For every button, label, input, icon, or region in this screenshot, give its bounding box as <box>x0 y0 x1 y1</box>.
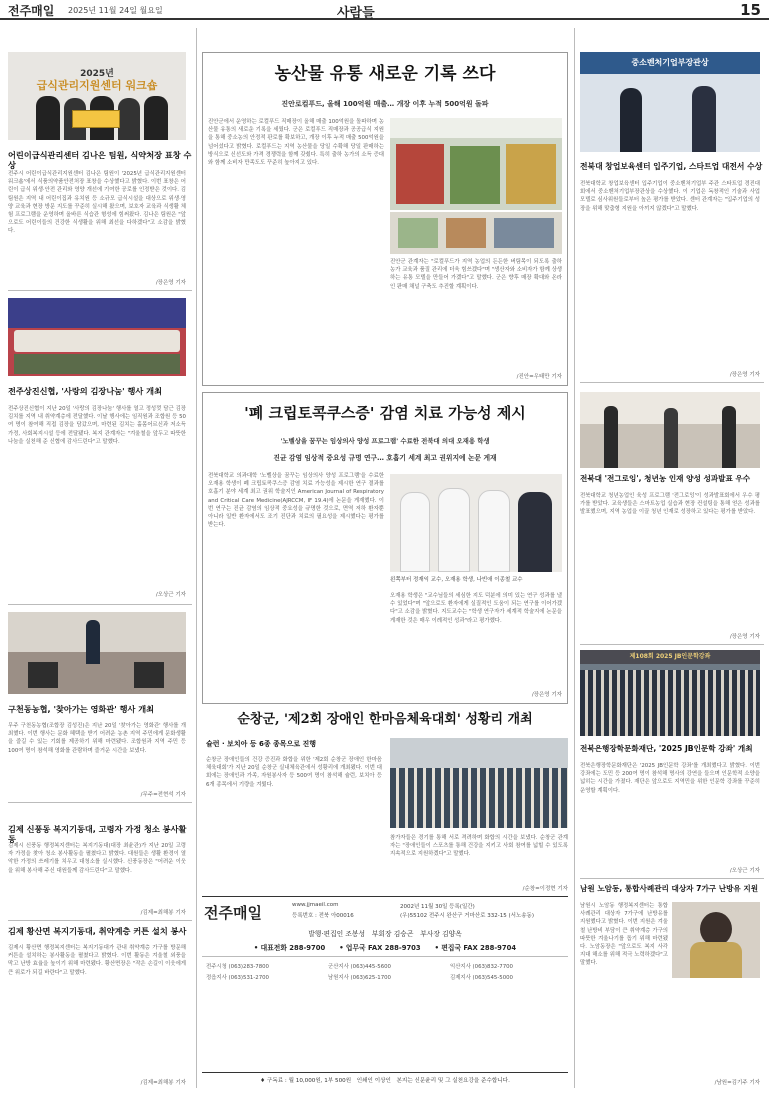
bureau-item: 정읍지사 (063)531-2700 <box>206 975 269 981</box>
article-subtitle: 진균 감염 임상적 중요성 규명 연구… 호흡기 세계 최고 권위지에 논문 게재 <box>273 454 497 462</box>
article-photo: 중소벤처기업부장관상 <box>580 52 760 152</box>
article-photo: 2025년 급식관리지원센터 워크숍 <box>8 52 186 140</box>
column-rule <box>574 28 575 1088</box>
article-body: 전북대학교 창업보육센터 입주기업이 중소벤처기업부 주관 스타트업 경진대회에서 중소벤처기업부장관상을 수상했다. 이 기업은 독창적인 기술과 사업 모델로 심사위원들로부터 높은 평가를 받았다. 센터 관계자는 "입주기업의 성장을 위해 맞춤형 지원을 아끼지 않겠다"고 말했다. <box>580 181 760 212</box>
article-headline: 어린이급식관리센터 김나은 팀원, 식약처장 표창 수상 <box>8 150 192 171</box>
divider <box>8 604 192 605</box>
masthead-logo: 전주매일 <box>204 904 262 922</box>
issue-date: 2025년 11월 24일 월요일 <box>68 6 163 15</box>
article-byline: /오상근 기자 <box>729 868 760 874</box>
bureau-item: 김제지사 (063)545-5000 <box>450 975 513 981</box>
article-body: 남원시 노암동 행정복지센터는 통합사례관리 대상자 7가구에 난방유를 지원했다고 밝혔다. 이번 지원은 겨울철 난방비 부담이 큰 취약계층 가구의 따뜻한 겨울나기를 돕기 위해 마련됐다. 노암동장은 "앞으로도 복지 사각지대 해소를 위해 적극 노력하겠다"고 말했다. <box>580 903 668 967</box>
article-headline: 순창군, '제2회 장애인 한마음체육대회' 성황리 개최 <box>237 712 533 727</box>
article-photo <box>8 298 186 376</box>
article-subtitle: '노벨상을 꿈꾸는 임상의사 양성 프로그램' 수료한 전북대 의대 오재용 학생 <box>280 437 490 445</box>
article-photo <box>672 902 760 978</box>
article-headline: 전북대 '전그로잉', 청년농 인재 양성 성과발표 우수 <box>580 474 751 483</box>
article-subtitle: 슐런 · 보치아 등 6종 종목으로 진행 <box>206 740 317 748</box>
article-body: 무주 구천동농협(조합장 김성진)은 지난 20일 '찾아가는 영화관' 행사를 개최했다. 이번 행사는 문화 혜택을 받기 어려운 농촌 지역 주민에게 문화생활을 즐길 수 있는 기회를 제공하기 위해 마련됐다. 조합원과 지역 주민 등 100여 명이 참석해 영화를 관람하며 즐거운 시간을 보냈다. <box>8 723 186 754</box>
article-body: 오재용 학생은 "교수님들의 세심한 지도 덕분에 의미 있는 연구 성과를 낼 수 있었다"며 "앞으로도 환자에게 실질적인 도움이 되는 연구를 이어가겠다"고 소감을 밝혔다. 지도교수는 "학생 연구자가 세계적 학술지에 논문을 게재한 것은 매우 이례적인 성과"라고 평가했다. <box>390 593 562 624</box>
article-byline: /장은영 기자 <box>729 372 760 378</box>
divider <box>580 878 764 879</box>
article-byline: /남원=김기주 기자 <box>714 1080 760 1086</box>
bureau-list <box>206 962 566 981</box>
article-byline: /무주=전현석 기자 <box>140 792 186 798</box>
article-body: 전북대학교 청년농업인 육성 프로그램 '전그로잉'이 성과발표회에서 우수 평가를 받았다. 교육생들은 스마트농업 실습과 현장 컨설팅을 통해 얻은 성과를 발표했으며, 지역 농업을 이끌 청년 인재로 성장하고 있다는 평가를 받았다. <box>580 493 760 516</box>
masthead-address: (우)55102 전주시 완산구 거마산로 332-15 (서노송동) <box>400 913 534 919</box>
divider <box>8 290 192 291</box>
article-body: 참가자들은 경기를 통해 서로 격려하며 화합의 시간을 보냈다. 순창군 관계자는 "장애인들이 스포츠를 통해 건강을 지키고 사회 참여를 넓힐 수 있도록 지속적으로 지원하겠다"고 말했다. <box>390 835 568 858</box>
divider <box>8 920 192 921</box>
phone-editorial: • 편집국 FAX 288-9704 <box>434 944 517 952</box>
article-byline: /장은영 기자 <box>729 634 760 640</box>
masthead-url: www.jjmaeil.com <box>292 902 339 908</box>
article-photo <box>8 612 186 694</box>
article-byline: /장은영 기자 <box>531 692 562 698</box>
phone-main: • 대표전화 288-9700 <box>253 944 326 952</box>
divider <box>202 956 568 957</box>
bureau-item: 전주시청 (063)283-7800 <box>206 964 269 970</box>
article-headline: 전북대 창업보육센터 입주기업, 스타트업 대전서 수상 <box>580 162 763 171</box>
page-header <box>0 0 769 20</box>
divider <box>202 1072 568 1073</box>
bureau-item: 익산지사 (063)832-7700 <box>450 964 513 970</box>
article-subtitle: 진안로컬푸드, 올해 100억원 매출… 개장 이후 누적 500억원 돌파 <box>281 100 489 108</box>
article-body: 전북은행장학문화재단은 '2025 JB인문학 강좌'를 개최했다고 밝혔다. 이번 강좌에는 도민 등 200여 명이 참석해 명사의 강연을 들으며 인문학적 소양을 넓히는 시간을 가졌다. 재단은 앞으로도 지역민을 위한 인문학 강좌를 꾸준히 운영할 계획이다. <box>580 763 760 794</box>
masthead-footer: ♦ 구독료 : 월 10,000원, 1부 500원 인쇄인 이상인 본지는 신문윤리 및 그 실천요강을 준수합니다. <box>260 1078 510 1084</box>
bureau-item: 군산지사 (063)445-5600 <box>328 964 391 970</box>
article-byline: /장은영 기자 <box>155 280 186 286</box>
article-photo <box>390 474 562 572</box>
article-byline: /오상근 기자 <box>155 592 186 598</box>
article-headline: 김제 신풍동 복지기동대, 고령자 가정 청소 봉사활동 <box>8 824 187 845</box>
bureau-item: 남원지사 (063)625-1700 <box>328 975 391 981</box>
photo-caption: 왼쪽부터 정재익 교수, 오재용 학생, 나빈애 이종철 교수 <box>390 577 523 583</box>
section-title: 사람들 <box>337 6 375 21</box>
article-body: 전주상진신협이 지난 20일 '사랑의 김장나눔' 행사를 열고 정성껏 담근 김장김치를 지역 내 취약계층에 전달했다. 이날 행사에는 임직원과 조합원 등 50여 명이 참여해 직접 김장을 담갔으며, 마련된 김치는 홀몸어르신과 저소득 가정, 사회복지시설 등에 전달됐다. 복지 관계자는 "겨울철을 앞두고 따뜻한 나눔을 실천해 준 신협에 감사드린다"고 말했다. <box>8 406 186 445</box>
masthead-rule <box>202 896 568 897</box>
masthead-phones <box>202 942 568 952</box>
brand-logo: 전주매일 <box>8 4 55 18</box>
article-body: 순창군 장애인들의 건강 증진과 화합을 위한 '제2회 순창군 장애인 한마음체육대회'가 지난 20일 순창군 실내체육관에서 성황리에 개최됐다. 이번 대회에는 장애인과 가족, 자원봉사자 등 500여 명이 참석해 슐런, 보치아 등 6개 종목에서 기량을 겨뤘다. <box>206 757 382 788</box>
article-headline: '폐 크립토콕쿠스증' 감염 치료 가능성 제시 <box>244 404 526 422</box>
article-byline: /김제=최해봉 기자 <box>140 1080 186 1086</box>
article-byline: /김제=최해봉 기자 <box>140 910 186 916</box>
divider <box>580 382 764 383</box>
masthead-reg-date: 2002년 11월 30일 등록(일간) <box>400 904 475 910</box>
article-headline: 김제 황산면 복지기동대, 취약계층 커튼 설치 봉사 <box>8 926 187 936</box>
article-body: 김제시 신풍동 행정복지센터는 복지기동대(대장 최윤관)가 지난 20일 고령자 가정을 찾아 청소 봉사활동을 펼쳤다고 밝혔다. 대원들은 생활 환경이 열악한 가정의 쓰레기를 치우고 대청소를 실시했다. 신풍동장은 "어려운 이웃을 위해 봉사해 주신 대원들께 감사드린다"고 말했다. <box>8 843 186 874</box>
article-byline: /순창=이정현 기자 <box>522 886 568 892</box>
article-body: 진안군 관계자는 "로컬푸드가 지역 농업의 든든한 버팀목이 되도록 출하 농가 교육과 품질 관리에 더욱 힘쓰겠다"며 "생산자와 소비자가 함께 상생하는 유통 모델을 만들어 가겠다"고 말했다. 군은 향후 매장 확대와 온라인 판매 채널 구축도 추진할 계획이다. <box>390 259 562 290</box>
article-photo: 제108회 2025 JB인문학강좌 <box>580 650 760 736</box>
article-headline: 전주상진신협, '사랑의 김장나눔' 행사 개최 <box>8 386 162 396</box>
phone-business: • 업무국 FAX 288-9703 <box>339 944 421 952</box>
article-body: 전북대학교 의과대학 '노벨상을 꿈꾸는 임상의사 양성 프로그램'을 수료한 오재용 학생이 폐 크립토콕쿠스증 감염 치료 가능성을 제시한 연구 결과를 호흡기 분야 세계 최고 권위 학술지인 American Journal of Respiratory and Critical Care Medicine(AJRCCM, IF 19.4)에 논문을 게재했다. 이번 연구는 진균 감염의 임상적 중요성을 규명한 것으로, 면역 저하 환자뿐 아니라 일반 환자에서도 조기 진단과 치료의 필요성을 제시했다는 평가를 받는다. <box>208 473 384 529</box>
article-byline: /진안=우태만 기자 <box>516 374 562 380</box>
page-number: 15 <box>740 1 761 19</box>
article-photo <box>580 392 760 468</box>
article-headline: 남원 노암동, 통합사례관리 대상자 7가구 난방유 지원 <box>580 884 759 893</box>
article-body: 진안군에서 운영하는 로컬푸드 직매장이 올해 매출 100억원을 돌파하며 농산물 유통의 새로운 기록을 세웠다. 군은 로컬푸드 직매장과 공공급식 지원을 통해 중소농의 안정적 판로를 확보하고, 개장 이후 누적 매출 500억원을 넘어섰다고 밝혔다. 로컬푸드는 지역 농산물을 당일 수확해 당일 판매하는 방식으로 신선도와 가격 경쟁력을 함께 갖췄다. 특히 출하 농가의 소득 증대와 함께 소비자 만족도도 꾸준히 높아지고 있다. <box>208 119 384 167</box>
masthead-registration: 등록번호 : 전북 아00016 <box>292 913 354 919</box>
article-photo <box>390 118 562 210</box>
article-headline: 전북은행장학문화재단, '2025 JB인문학 강좌' 개최 <box>580 744 753 753</box>
column-rule <box>196 28 197 1088</box>
article-photo <box>390 738 568 828</box>
article-photo <box>390 212 562 254</box>
divider <box>8 802 192 803</box>
article-body: 전주시 어린이급식관리지원센터 김나은 팀원이 '2025년 급식관리지원센터 워크숍'에서 식품의약품안전처장 표창을 수상했다고 밝혔다. 이번 표창은 어린이 급식 위생·안전 관리와 영양 개선에 기여한 공로를 인정받은 것이다. 김 팀원은 지역 내 어린이집과 유치원 등 소규모 급식시설을 대상으로 위생·영양 교육과 현장 방문 지도를 꾸준히 실시해 왔으며, 보호자 교육과 식생활 체험 프로그램을 운영하며 올바른 식습관 형성에 힘써왔다. 김나은 팀원은 "앞으로도 어린이들의 건강한 식생활을 위해 최선을 다하겠다"고 소감을 밝혔다. <box>8 171 186 235</box>
masthead-people: 발행·편집인 조봉성 부회장 김승곤 부사장 김양옥 <box>308 930 462 938</box>
article-headline: 농산물 유통 새로운 기록 쓰다 <box>274 64 496 84</box>
article-body: 김제시 황산면 행정복지센터는 복지기동대가 관내 취약계층 가구를 방문해 커튼을 설치하는 봉사활동을 펼쳤다고 밝혔다. 이번 활동은 겨울철 외풍을 막고 난방 효율을 높이기 위해 마련됐다. 황산면장은 "작은 손길이 이웃에게 큰 위로가 되길 바란다"고 말했다. <box>8 945 186 976</box>
divider <box>580 644 764 645</box>
article-headline: 구천동농협, '찾아가는 영화관' 행사 개최 <box>8 704 155 714</box>
